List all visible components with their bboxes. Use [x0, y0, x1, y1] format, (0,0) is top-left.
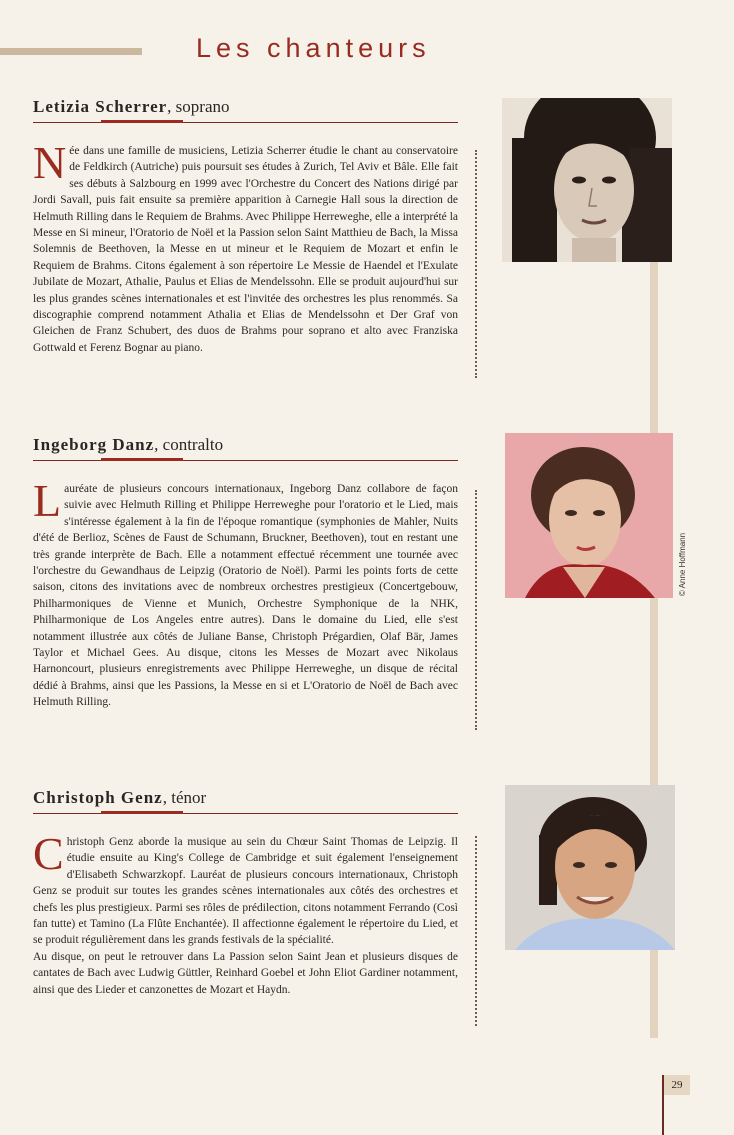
singer-heading: Ingeborg Danz, contralto — [33, 435, 224, 454]
singer-heading: Letizia Scherrer, soprano — [33, 97, 230, 116]
heading-rule — [33, 122, 458, 123]
singer-name: Letizia Scherrer — [33, 97, 168, 116]
bio-paragraph: ée dans une famille de musiciens, Letizia Scherrer étudie le chant au conservatoire de Feldkirch (Autriche) puis poursuit ses études à Zurich, Tel Aviv et Bâle. Elle fait ses débuts à Salzbourg en 1999 avec l'Orchestre du Concert des Nations dirigé par Jordi Savall, puis fait ensuite sa première apparition à Carnegie Hall sous la direction de Helmuth Rilling dans le Requiem de Brahms. Avec Philippe Herreweghe, elle a interprété la Messe en Si mineur, l'Oratorio de Noël et la Passion selon Saint Matthieu de Bach, la Missa Solemnis de Beethoven, la Messe en ut mineur et le Requiem de Mozart et enfin le Requiem de Brahms. Citons également à son répertoire Le Messie de Haendel et l'Exulate Jubilate de Mozart, Athalie, Paulus et Elias de Mendelssohn. Elle se produit aujourd'hui sur les plus grandes scènes internationales et est l'invitée des orchestres les plus renommés. Sa discographie comprend notamment Athalia et Elias de Mendelssohn et Der Graf von Gleichen de Franz Schubert, des duos de Brahms pour soprano et alto avec Franziska Gottwald et Ferenz Bognar au piano. — [33, 145, 458, 354]
heading-rule-accent — [101, 811, 183, 814]
singer-voice: ténor — [171, 788, 207, 807]
heading-rule — [33, 460, 458, 461]
photo-christoph-genz — [505, 785, 675, 950]
page-title: Les chanteurs — [196, 33, 431, 63]
drop-cap: C — [33, 828, 64, 879]
drop-cap: N — [33, 137, 67, 188]
heading-rule — [33, 813, 458, 814]
header-accent-bar — [0, 48, 142, 55]
singer-section-danz — [33, 434, 463, 711]
drop-cap: L — [33, 475, 62, 526]
singer-name: Ingeborg Danz — [33, 435, 155, 454]
singer-bio — [33, 828, 458, 998]
singer-voice: contralto — [162, 435, 224, 454]
page-number: 29 — [662, 1075, 690, 1095]
heading-rule-accent — [101, 458, 183, 461]
singer-bio — [33, 475, 458, 711]
singer-bio — [33, 137, 458, 356]
singer-voice: soprano — [175, 97, 230, 116]
bio-paragraph: hristoph Genz aborde la musique au sein du Chœur Saint Thomas de Leipzig. Il étudie ensuite au King's College de Cambridge et suit également l'enseignement d'Elisabeth Schwarzkopf. Lauréat de plusieurs concours internationaux, Christoph Genz se produit sur toutes les grandes scènes internationales aux côtés des orchestres et chefs les plus prestigieux. Parmi ses rôles de prédilection, citons notamment Ferrando (Così fan tutte) et Tamino (La Flûte Enchantée). Il affectionne également le répertoire du Lied, et se produit régulièrement dans les grands festivals de la spécialité. — [33, 836, 458, 947]
singer-section-genz — [33, 787, 463, 998]
dotted-divider — [475, 490, 480, 730]
singer-section-scherrer — [33, 96, 463, 356]
photo-ingeborg-danz — [505, 433, 673, 598]
bio-paragraph: auréate de plusieurs concours internationaux, Ingeborg Danz collabore de façon suivie avec Helmuth Rilling et Philippe Herreweghe pour l'oratorio et le Lied, mais s'intéresse également à la fin de l'époque romantique (symphonies de Mahler, Nuits d'été de Berlioz, Scènes de Faust de Schumann, Bruckner, Beethoven), tout en restant une très grande interprète de Bach. Elle a notamment effectué récemment une tournée avec l'orchestre du Gewandhaus de Leipzig (Oratorio de Noël). Parmi les points forts de cette saison, citons des invitations avec de nombreux orchestres prestigieux (Concertgebouw, Philharmoniques de Vienne et Munich, Orchestre Symphonique de la NHK, Philharmonique de Los Angeles entre autres). Dans le domaine du Lied, elle s'est notamment illustrée aux côtés de Juliane Banse, Christoph Prégardien, Olaf Bär, James Taylor et Michael Gees. Au disque, citons les Messes de Mozart avec Nikolaus Harnoncourt, plusieurs enregistrements avec Philippe Herreweghe, un disque de récital dédié à Brahms, ainsi que les Passions, la Messe en si et L'Oratorio de Noël de Bach avec Helmuth Rilling. — [33, 483, 458, 709]
page-number-rule — [662, 1095, 664, 1135]
dotted-divider — [475, 836, 480, 1026]
dotted-divider — [475, 150, 480, 378]
singer-heading: Christoph Genz, ténor — [33, 788, 207, 807]
photo-letizia-scherrer — [502, 98, 672, 262]
singer-name: Christoph Genz — [33, 788, 163, 807]
photo-credit: © Anne Hoffmann — [678, 532, 687, 596]
heading-rule-accent — [101, 120, 183, 123]
bio-paragraph-2: Au disque, on peut le retrouver dans La Passion selon Saint Jean et plusieurs disques de cantates de Bach avec Ludwig Güttler, Reinhard Goebel et John Eliot Gardiner notamment, ainsi que des Lieder et canzonettes de Mozart et Haydn. — [33, 950, 458, 996]
